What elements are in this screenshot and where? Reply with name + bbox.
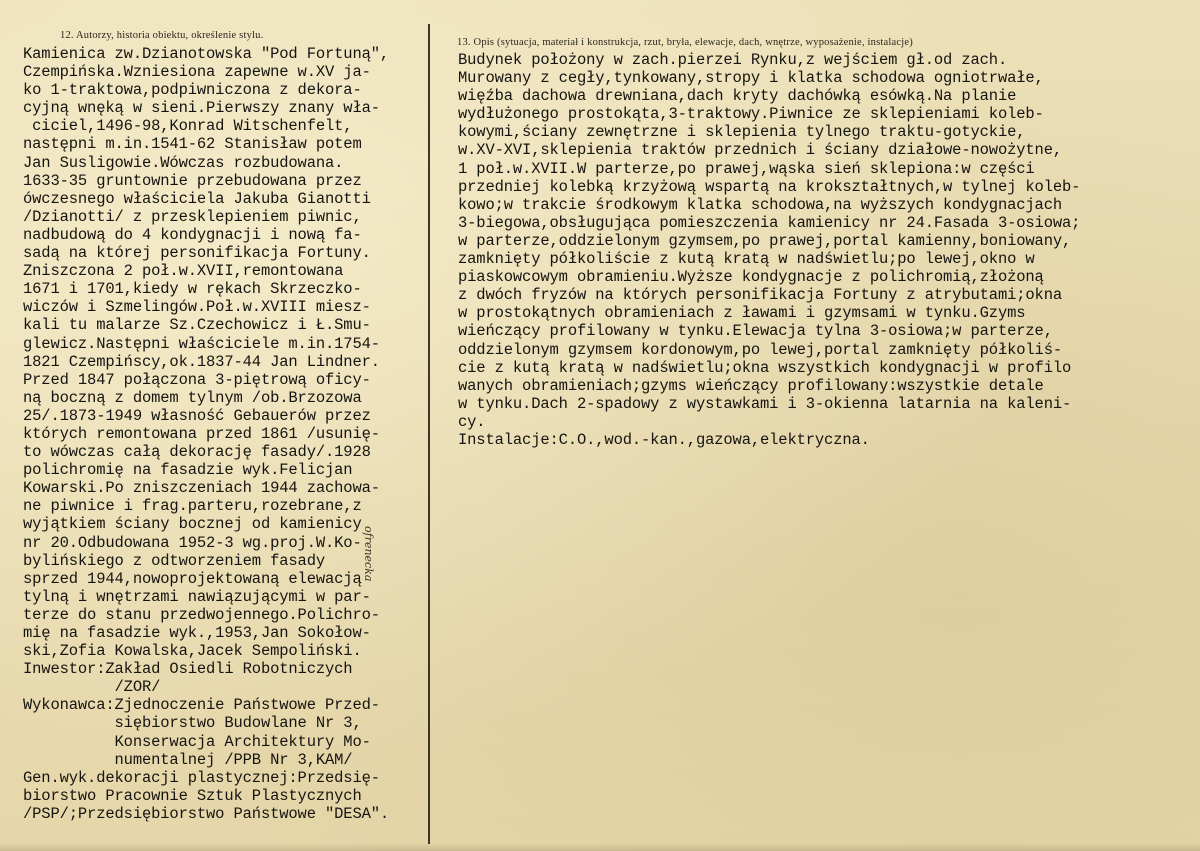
text-line: ciciel,1496-98,Konrad Witschenfelt, [23, 117, 353, 136]
text-line: sadą na której personifikacja Fortuny. [23, 244, 371, 263]
text-line: wiczów i Szmelingów.Poł.w.XVIII miesz- [23, 298, 371, 317]
text-line: z dwóch fryzów na których personifikacja Fortuny z atrybutami;okna [458, 286, 1063, 305]
text-line: mię na fasadzie wyk.,1953,Jan Sokołow- [23, 624, 371, 642]
text-line: Konserwacja Architektury Mo- [23, 732, 371, 751]
text-line: nr 20.Odbudowana 1952-3 wg.proj.W.Ko- [23, 533, 362, 552]
text-line: w prostokątnych obramieniach z ławami i gzymsami w tynku.Gzyms [458, 304, 1026, 323]
text-line: kowymi,ściany zewnętrzne i sklepienia tylnego traktu-gotyckie, [458, 123, 1026, 142]
text-line: 3-biegowa,obsługująca pomieszczenia kamienicy nr 24.Fasada 3-osiowa; [458, 213, 1081, 232]
field-12-heading: 12. Autorzy, historia obiektu, określenie stylu. [60, 30, 264, 41]
text-line: polichromię na fasadzie wyk.Felicjan [23, 461, 353, 480]
text-line: Jan Susligowie.Wówczas rozbudowana. [23, 153, 344, 172]
text-line: zamknięty półkoliście z kutą kratą w nadświetlu;po lewej,okno w [458, 250, 1035, 269]
text-line: piaskowcowym obramieniu.Wyższe kondygnacje z polichromią,złożoną [458, 268, 1044, 287]
text-line: terze do stanu przedwojennego.Polichro- [23, 605, 380, 624]
text-line: w parterze,oddzielonym gzymsem,po prawej,portal kamienny,boniowany, [458, 231, 1072, 250]
text-line: Czempińska.Wzniesiona zapewne w.XV ja- [23, 63, 371, 82]
text-line: Budynek położony w zach.pierzei Rynku,z wejściem gł.od zach. [458, 51, 1008, 69]
text-line: Kamienica zw.Dzianotowska "Pod Fortuną", [23, 45, 390, 63]
text-line: to wówczas całą dekorację fasady/.1928 [23, 443, 371, 462]
text-line: nadbudową do 4 kondygnacji i nową fa- [23, 225, 362, 244]
text-line: bylińskiego z odtworzeniem fasady [23, 551, 326, 570]
text-line: tylną i wnętrzami nawiązującymi w par- [23, 587, 371, 606]
text-line: /Dzianotti/ z przesklepieniem piwnic, [23, 207, 362, 226]
text-line: 1671 i 1701,kiedy w rękach Skrzeczko- [23, 280, 362, 299]
field-13-heading: 13. Opis (sytuacja, materiał i konstrukcja, rzut, bryła, elewacje, dach, wnętrze, wyposażenie, instalacje) [457, 37, 913, 48]
text-line: oddzielonym gzymsem kordonowym,po lewej,portal zamknięty półkoliś- [458, 340, 1063, 359]
text-line: wanych obramieniach;gzyms wieńczący profilowany:wszystkie detale [458, 376, 1044, 395]
text-line: wyjątkiem ściany bocznej od kamienicy [23, 515, 362, 534]
text-line: Inwestor:Zakład Osiedli Robotniczych [23, 660, 353, 679]
text-line: biorstwo Pracownie Sztuk Plastycznych [23, 786, 362, 805]
handwritten-annotation: ofrenecka [362, 526, 375, 582]
text-line: ski,Zofia Kowalska,Jacek Sempoliński. [23, 642, 362, 661]
text-line: Gen.wyk.dekoracji plastycznej:Przedsię- [23, 768, 380, 787]
text-line: przedniej kolebką krzyżową wspartą na krokształtnych,w tylnej koleb- [458, 177, 1081, 196]
column-divider [428, 24, 430, 844]
text-line: Wykonawca:Zjednoczenie Państwowe Przed- [23, 696, 380, 715]
field-12-text [23, 45, 389, 823]
field-13-text [458, 51, 1080, 449]
text-line: Instalacje:C.O.,wod.-kan.,gazowa,elektryczna. [458, 430, 870, 449]
text-line: numentalnej /PPB Nr 3,KAM/ [23, 750, 353, 769]
text-line: których remontowana przed 1861 /usunię- [23, 424, 380, 443]
page-edge-shadow [0, 843, 1200, 851]
text-line: kowo;w trakcie środkowym klatka schodowa,na wyższych kondygnacjach [458, 195, 1063, 214]
text-line: w.XV-XVI,sklepienia traktów przednich i ściany działowe-nowożytne, [458, 141, 1063, 160]
text-line: cie z kutą kratą w nadświetlu;okna wszystkich kondygnacji w profilo [458, 358, 1072, 377]
text-line: 1821 Czempińscy,ok.1837-44 Jan Lindner. [23, 352, 380, 371]
text-line: ną boczną z domem tylnym /ob.Brzozowa [23, 388, 362, 407]
text-line: następni m.in.1541-62 Stanisław potem [23, 135, 362, 154]
text-line: ko 1-traktowa,podpiwniczona z dekora- [23, 81, 362, 100]
text-line: 1 poł.w.XVII.W parterze,po prawej,wąska sień sklepiona:w części [458, 159, 1035, 178]
text-line: więźba dachowa drewniana,dach kryty dachówką esówką.Na planie [458, 87, 1017, 106]
text-line: wydłużonego prostokąta,3-traktowy.Piwnice ze sklepieniami koleb- [458, 105, 1044, 124]
text-line: 1633-35 gruntownie przebudowana przez [23, 171, 362, 190]
text-line: cyjną wnęką w sieni.Pierwszy znany wła- [23, 99, 380, 118]
text-line: Przed 1847 połączona 3-piętrową oficy- [23, 370, 371, 389]
text-line: sprzed 1944,nowoprojektowaną elewacją [23, 569, 362, 588]
text-line: w tynku.Dach 2-spadowy z wystawkami i 3-okienna latarnia na kaleni- [458, 394, 1072, 413]
text-line: siębiorstwo Budowlane Nr 3, [23, 714, 362, 733]
text-line: kali tu malarze Sz.Czechowicz i Ł.Smu- [23, 316, 371, 335]
text-line: glewicz.Następni właściciele m.in.1754- [23, 334, 380, 353]
text-line: wieńczący profilowany w tynku.Elewacja tylna 3-osiowa;w parterze, [458, 322, 1053, 341]
text-line: Murowany z cegły,tynkowany,stropy i klatka schodowa ogniotrwałe, [458, 69, 1044, 88]
text-line: /ZOR/ [23, 678, 161, 697]
text-line: ne piwnice i frag.parteru,rozebrane,z [23, 497, 362, 516]
text-line: /PSP/;Przedsiębiorstwo Państwowe "DESA". [23, 804, 390, 823]
text-line: Kowarski.Po zniszczeniach 1944 zachowa- [23, 479, 380, 498]
text-line: cy. [458, 412, 486, 431]
text-line: 25/.1873-1949 własność Gebauerów przez [23, 406, 371, 425]
text-line: ówczesnego właściciela Jakuba Gianotti [23, 189, 371, 208]
text-line: Zniszczona 2 poł.w.XVII,remontowana [23, 262, 344, 281]
